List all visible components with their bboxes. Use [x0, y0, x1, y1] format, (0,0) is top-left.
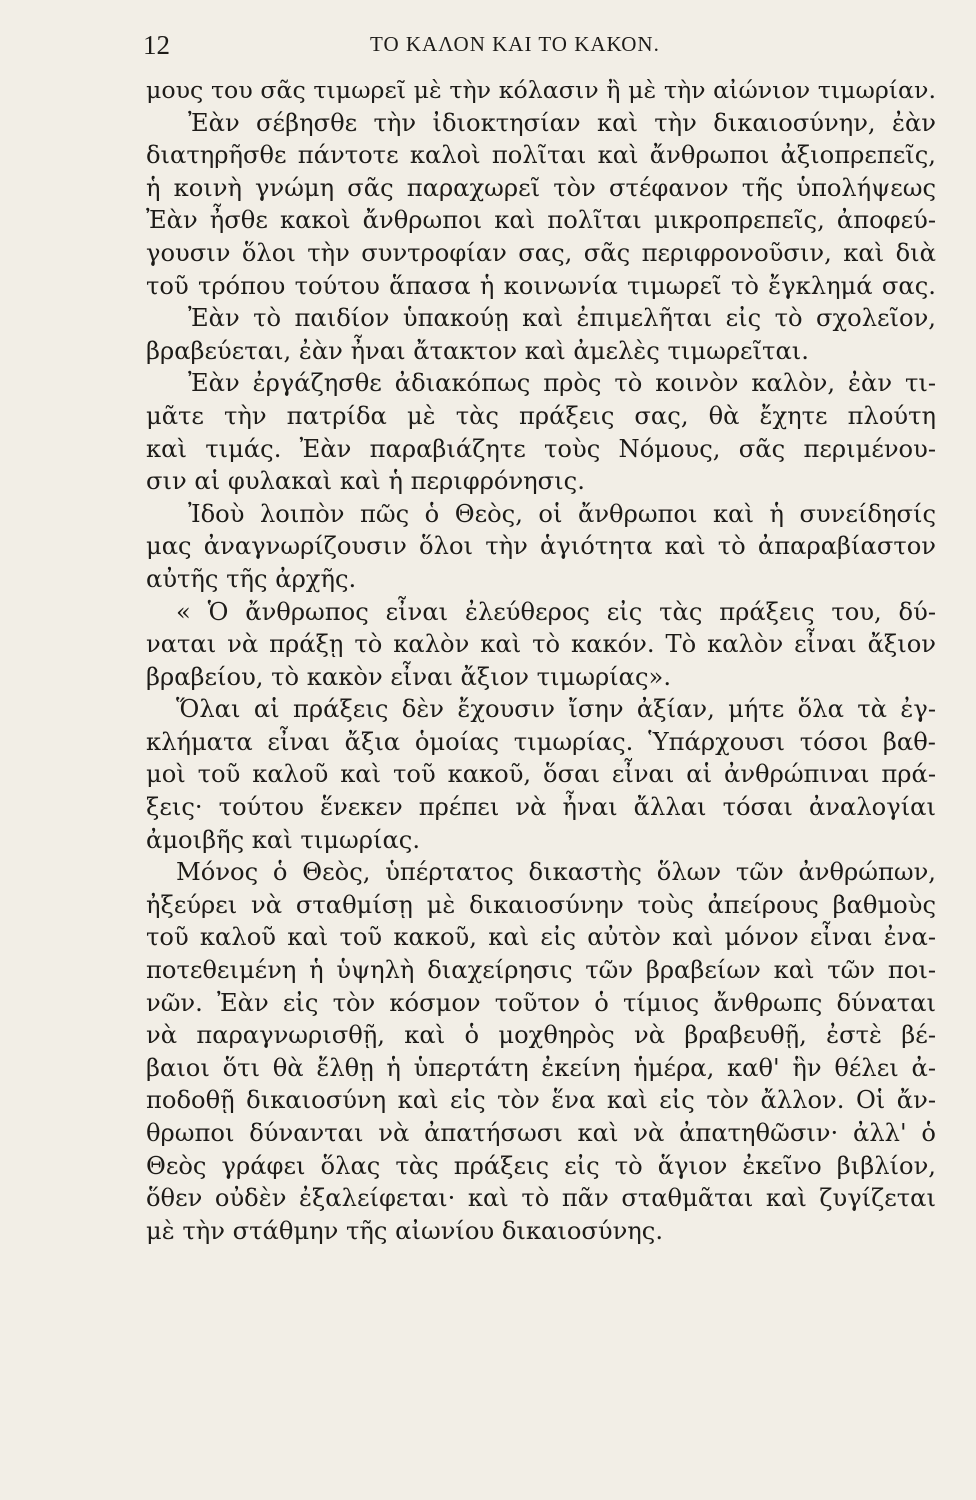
text-line: μοὶ τοῦ καλοῦ καὶ τοῦ κακοῦ, ὅσαι εἶναι αἱ ἀνθρώπιναι πρά- [146, 760, 936, 789]
text-line: ποτεθειμένη ἡ ὑψηλὴ διαχείρησις τῶν βραβείων καὶ τῶν ποι- [146, 956, 936, 985]
text-line: Ἐὰν σέβησθε τὴν ἰδιοκτησίαν καὶ τὴν δικαιοσύνην, ἐὰν [188, 108, 936, 137]
text-line: γουσιν ὅλοι τὴν συντροφίαν σας, σᾶς περιφρονοῦσιν, καὶ διὰ [146, 238, 936, 267]
running-title: ΤΟ ΚΑΛΟΝ ΚΑΙ ΤΟ ΚΑΚΟΝ. [370, 32, 660, 56]
page-number: 12 [143, 30, 170, 60]
text-line: Ὅλαι αἱ πράξεις δὲν ἔχουσιν ἴσην ἀξίαν, μήτε ὅλα τὰ ἐγ- [176, 695, 936, 724]
text-line: ναται νὰ πράξῃ τὸ καλὸν καὶ τὸ κακόν. Τὸ καλὸν εἶναι ἄξιον [146, 630, 936, 659]
text-line: ἡ κοινὴ γνώμη σᾶς παραχωρεῖ τὸν στέφανον τῆς ὑπολήψεως [146, 173, 936, 202]
text-line: κλήματα εἶναι ἄξια ὁμοίας τιμωρίας. Ὑπάρχουσι τόσοι βαθ- [146, 727, 936, 756]
text-line: Ἐὰν τὸ παιδίον ὑπακούῃ καὶ ἐπιμελῆται εἰς τὸ σχολεῖον, [188, 304, 936, 333]
text-line: μους του σᾶς τιμωρεῖ μὲ τὴν κόλασιν ἢ μὲ τὴν αἰώνιον τιμωρίαν. [146, 76, 936, 104]
text-line: « Ὁ ἄνθρωπος εἶναι ἐλεύθερος εἰς τὰς πράξεις του, δύ- [176, 597, 936, 626]
text-line: διατηρῆσθε πάντοτε καλοὶ πολῖται καὶ ἄνθρωποι ἀξιοπρεπεῖς, [146, 141, 936, 170]
text-line: θρωποι δύνανται νὰ ἀπατήσωσι καὶ νὰ ἀπατηθῶσιν· ἀλλ' ὁ [146, 1119, 936, 1147]
text-line: Ἐὰν ἐργάζησθε ἀδιακόπως πρὸς τὸ κοινὸν καλὸν, ἐὰν τι- [188, 369, 936, 398]
text-line: βαιοι ὅτι θὰ ἔλθῃ ἡ ὑπερτάτη ἐκείνη ἡμέρα, καθ' ἣν θέλει ἀ- [146, 1053, 936, 1082]
text-line: μὲ τὴν στάθμην τῆς αἰωνίου δικαιοσύνης. [146, 1216, 664, 1245]
text-line: μας ἀναγνωρίζουσιν ὅλοι τὴν ἁγιότητα καὶ τὸ ἀπαραβίαστον [146, 532, 936, 561]
text-line: τοῦ καλοῦ καὶ τοῦ κακοῦ, καὶ εἰς αὐτὸν καὶ μόνον εἶναι ἐνα- [146, 923, 936, 952]
text-line: Μόνος ὁ Θεὸς, ὑπέρτατος δικαστὴς ὅλων τῶν ἀνθρώπων, [176, 858, 936, 887]
text-line: Θεὸς γράφει ὅλας τὰς πράξεις εἰς τὸ ἅγιον ἐκεῖνο βιβλίον, [146, 1151, 936, 1180]
text-line: ἠξεύρει νὰ σταθμίσῃ μὲ δικαιοσύνην τοὺς ἀπείρους βαθμοὺς [146, 890, 936, 919]
running-head [0, 22, 976, 66]
text-line: νὰ παραγνωρισθῇ, καὶ ὁ μοχθηρὸς νὰ βραβευθῇ, ἐστὲ βέ- [146, 1021, 936, 1050]
text-line: Ἐὰν ἦσθε κακοὶ ἄνθρωποι καὶ πολῖται μικροπρεπεῖς, ἀποφεύ- [146, 206, 936, 235]
text-line: τοῦ τρόπου τούτου ἅπασα ἡ κοινωνία τιμωρεῖ τὸ ἔγκλημά σας. [146, 271, 936, 300]
text-line: ξεις· τούτου ἕνεκεν πρέπει νὰ ἦναι ἄλλαι τόσαι ἀναλογίαι [146, 793, 936, 822]
text-line: βραβεύεται, ἐὰν ἦναι ἄτακτον καὶ ἀμελὲς τιμωρεῖται. [146, 336, 809, 365]
text-line: αὐτῆς τῆς ἀρχῆς. [146, 564, 357, 593]
text-line: Ἰδοὺ λοιπὸν πῶς ὁ Θεὸς, οἱ ἄνθρωποι καὶ ἡ συνείδησίς [188, 499, 936, 528]
text-line: σιν αἱ φυλακαὶ καὶ ἡ περιφρόνησις. [146, 467, 585, 496]
text-line: ὅθεν οὐδὲν ἐξαλείφεται· καὶ τὸ πᾶν σταθμᾶται καὶ ζυγίζεται [146, 1184, 936, 1213]
text-line: καὶ τιμάς. Ἐὰν παραβιάζητε τοὺς Νόμους, σᾶς περιμένου- [146, 434, 936, 463]
text-line: ποδοθῇ δικαιοσύνη καὶ εἰς τὸν ἕνα καὶ εἰς τὸν ἄλλον. Οἱ ἄν- [146, 1086, 936, 1115]
body-text [146, 74, 936, 1247]
text-line: βραβείου, τὸ κακὸν εἶναι ἄξιον τιμωρίας». [146, 662, 672, 691]
text-line: νῶν. Ἐὰν εἰς τὸν κόσμον τοῦτον ὁ τίμιος ἄνθρωπς δύναται [146, 988, 936, 1017]
text-line: ἀμοιβῆς καὶ τιμωρίας. [146, 825, 421, 854]
text-line: μᾶτε τὴν πατρίδα μὲ τὰς πράξεις σας, θὰ ἔχητε πλούτη [146, 401, 936, 430]
